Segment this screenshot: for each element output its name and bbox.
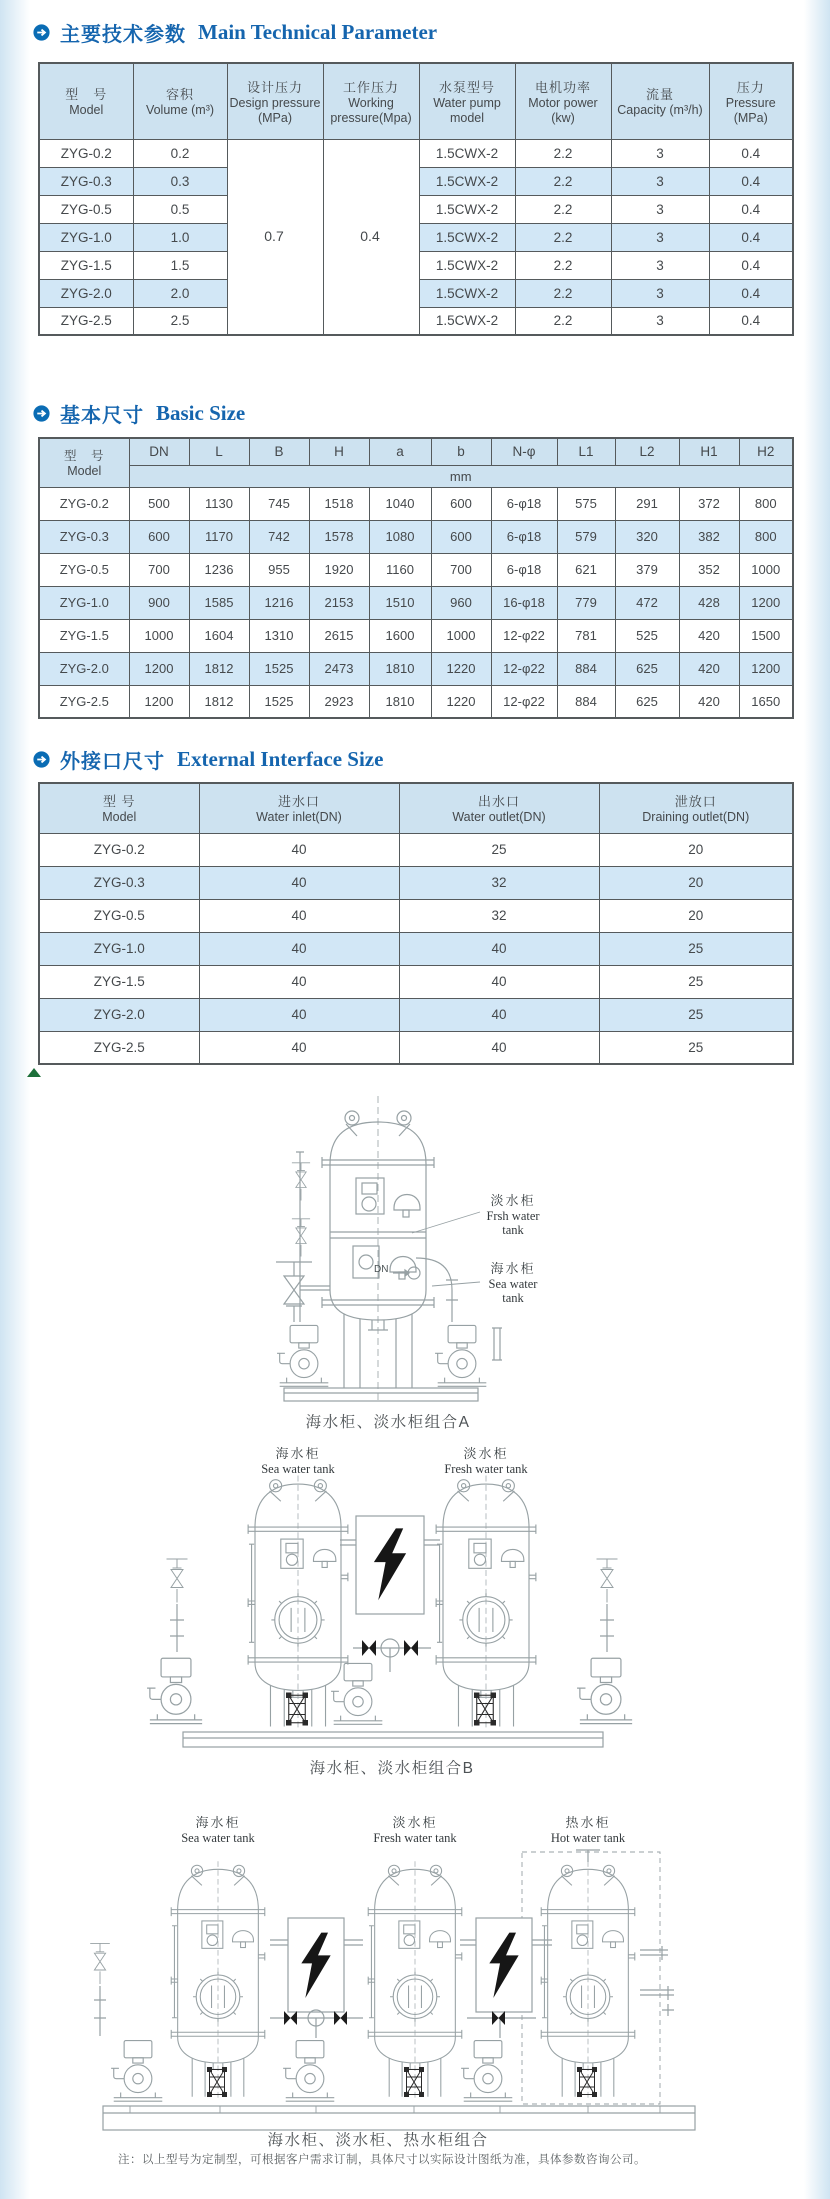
cell-h1: 382	[679, 520, 739, 553]
cell-draining-outlet: 20	[599, 866, 793, 899]
cell-model: ZYG-0.2	[39, 487, 129, 520]
table-row	[39, 998, 793, 1031]
col-header-model: 型 号 Model	[39, 438, 129, 487]
cell-dn: 900	[129, 586, 189, 619]
cell-volume: 0.3	[133, 167, 227, 195]
cell-pump-model: 1.5CWX-2	[419, 307, 515, 335]
cell-capacity: 3	[611, 167, 709, 195]
cell-dn: 500	[129, 487, 189, 520]
cell-pressure: 0.4	[709, 139, 793, 167]
cell-h: 2615	[309, 619, 369, 652]
cell-nphi: 6-φ18	[491, 520, 557, 553]
cell-water-outlet: 40	[399, 932, 599, 965]
cell-water-inlet: 40	[199, 899, 399, 932]
cell-capacity: 3	[611, 195, 709, 223]
col-header-dim: b	[431, 438, 491, 465]
cell-b2: 700	[431, 553, 491, 586]
cell-l1: 621	[557, 553, 615, 586]
col-header: 型 号 Model	[39, 783, 199, 833]
cell-model: ZYG-0.5	[39, 899, 199, 932]
cell-h2: 1200	[739, 586, 793, 619]
cell-a: 1810	[369, 685, 431, 718]
cell-h2: 1200	[739, 652, 793, 685]
cell-model: ZYG-2.0	[39, 279, 133, 307]
section-title-en: Basic Size	[156, 401, 246, 425]
drawing-c-caption: 海水柜、淡水柜、热水柜组合	[267, 2132, 489, 2149]
cell-h1: 428	[679, 586, 739, 619]
cell-a: 1080	[369, 520, 431, 553]
cell-h2: 800	[739, 520, 793, 553]
drawing-b-fresh-water-tank-label: 淡水柜 Fresh water tank	[444, 1446, 528, 1476]
cell-volume: 0.5	[133, 195, 227, 223]
cell-volume: 1.0	[133, 223, 227, 251]
col-header: 出水口 Water outlet(DN)	[399, 783, 599, 833]
table-row	[39, 965, 793, 998]
cell-pressure: 0.4	[709, 307, 793, 335]
cell-h1: 420	[679, 652, 739, 685]
table-row	[39, 520, 793, 553]
cell-water-outlet: 40	[399, 965, 599, 998]
cell-b2: 600	[431, 487, 491, 520]
col-header-dim: N-φ	[491, 438, 557, 465]
cell-draining-outlet: 25	[599, 998, 793, 1031]
drawing-c-hot-water-tank-label: 热水柜 Hot water tank	[550, 1815, 626, 1845]
cell-l1: 884	[557, 685, 615, 718]
cell-motor-power: 2.2	[515, 195, 611, 223]
col-header-dim: L2	[615, 438, 679, 465]
cell-model: ZYG-0.3	[39, 866, 199, 899]
col-header-dim: L	[189, 438, 249, 465]
table2-unit-row	[39, 465, 793, 487]
cell-water-inlet: 40	[199, 965, 399, 998]
page-corner-marker	[27, 1068, 41, 1077]
drawing-a-sea-water-tank-label: 海水柜 Sea water tank	[488, 1261, 538, 1306]
cell-water-inlet: 40	[199, 998, 399, 1031]
col-header-model: 型 号 Model	[39, 63, 133, 139]
cell-h2: 800	[739, 487, 793, 520]
cell-water-inlet: 40	[199, 1031, 399, 1064]
cell-l1: 884	[557, 652, 615, 685]
cell-pressure: 0.4	[709, 167, 793, 195]
cell-capacity: 3	[611, 251, 709, 279]
cell-b2: 600	[431, 520, 491, 553]
cell-nphi: 6-φ18	[491, 487, 557, 520]
cell-water-outlet: 32	[399, 899, 599, 932]
cell-model: ZYG-2.0	[39, 652, 129, 685]
drawing-a-dn-tag: DN	[374, 1264, 389, 1275]
main-parameter-table-wrap	[38, 62, 792, 336]
external-interface-table-wrap	[38, 782, 792, 1065]
cell-model: ZYG-1.5	[39, 965, 199, 998]
cell-dn: 1000	[129, 619, 189, 652]
cell-water-inlet: 40	[199, 932, 399, 965]
cell-h: 1578	[309, 520, 369, 553]
table-row	[39, 685, 793, 718]
cell-model: ZYG-0.3	[39, 167, 133, 195]
table-row	[39, 553, 793, 586]
cell-capacity: 3	[611, 279, 709, 307]
basic-size-table	[38, 437, 794, 719]
cell-model: ZYG-0.5	[39, 195, 133, 223]
arrow-bullet-icon	[33, 24, 50, 41]
col-header-dim: B	[249, 438, 309, 465]
cell-volume: 2.5	[133, 307, 227, 335]
cell-pump-model: 1.5CWX-2	[419, 251, 515, 279]
cell-l: 1170	[189, 520, 249, 553]
col-header-motor-power: 电机功率 Motor power (kw)	[515, 63, 611, 139]
col-header-working-pressure: 工作压力 Working pressure(Mpa)	[323, 63, 419, 139]
cell-pressure: 0.4	[709, 251, 793, 279]
cell-model: ZYG-1.5	[39, 619, 129, 652]
cell-volume: 1.5	[133, 251, 227, 279]
cell-water-outlet: 40	[399, 1031, 599, 1064]
cell-draining-outlet: 25	[599, 1031, 793, 1064]
cell-h: 2153	[309, 586, 369, 619]
cell-model: ZYG-1.0	[39, 223, 133, 251]
col-header-capacity: 流量 Capacity (m³/h)	[611, 63, 709, 139]
cell-nphi: 12-φ22	[491, 685, 557, 718]
drawing-c-fresh-water-tank-label: 淡水柜 Fresh water tank	[373, 1815, 457, 1845]
cell-nphi: 12-φ22	[491, 652, 557, 685]
cell-h1: 372	[679, 487, 739, 520]
cell-volume: 0.2	[133, 139, 227, 167]
cell-model: ZYG-0.3	[39, 520, 129, 553]
cell-h: 1518	[309, 487, 369, 520]
merged-working-pressure-value: 0.4	[360, 228, 380, 244]
cell-b: 1216	[249, 586, 309, 619]
cell-l2: 291	[615, 487, 679, 520]
table1-header-row	[39, 63, 793, 139]
cell-h: 2923	[309, 685, 369, 718]
table3-body	[39, 833, 793, 1064]
technical-drawing-combination-b	[0, 1440, 830, 1760]
cell-water-inlet: 40	[199, 833, 399, 866]
cell-a: 1040	[369, 487, 431, 520]
cell-l2: 625	[615, 652, 679, 685]
cell-pump-model: 1.5CWX-2	[419, 195, 515, 223]
cell-model: ZYG-0.2	[39, 139, 133, 167]
col-header-dim: a	[369, 438, 431, 465]
cell-model: ZYG-2.5	[39, 307, 133, 335]
cell-capacity: 3	[611, 139, 709, 167]
cell-dn: 600	[129, 520, 189, 553]
cell-model: ZYG-0.5	[39, 553, 129, 586]
cell-b: 955	[249, 553, 309, 586]
cell-l1: 779	[557, 586, 615, 619]
col-header-pump-model: 水泵型号 Water pump model	[419, 63, 515, 139]
cell-model: ZYG-0.2	[39, 833, 199, 866]
cell-volume: 2.0	[133, 279, 227, 307]
drawing-a-fresh-water-tank-label: 淡水柜 Frsh water tank	[486, 1193, 540, 1238]
cell-motor-power: 2.2	[515, 307, 611, 335]
cell-pump-model: 1.5CWX-2	[419, 223, 515, 251]
table-row	[39, 932, 793, 965]
cell-h1: 420	[679, 619, 739, 652]
section-heading-basic-size	[33, 399, 245, 428]
cell-model: ZYG-1.0	[39, 932, 199, 965]
table-row	[39, 866, 793, 899]
cell-l2: 379	[615, 553, 679, 586]
merged-design-pressure-value: 0.7	[264, 228, 284, 244]
cell-l2: 525	[615, 619, 679, 652]
external-interface-table	[38, 782, 794, 1065]
arrow-bullet-icon	[33, 751, 50, 768]
table-row	[39, 487, 793, 520]
cell-water-outlet: 25	[399, 833, 599, 866]
cell-pump-model: 1.5CWX-2	[419, 139, 515, 167]
cell-l2: 472	[615, 586, 679, 619]
cell-pressure: 0.4	[709, 223, 793, 251]
technical-drawing-combination-c	[0, 1808, 830, 2148]
col-header-dim: DN	[129, 438, 189, 465]
cell-motor-power: 2.2	[515, 223, 611, 251]
basic-size-table-wrap	[38, 437, 792, 719]
cell-b2: 1220	[431, 685, 491, 718]
table2-header-row	[39, 438, 793, 465]
cell-nphi: 12-φ22	[491, 619, 557, 652]
cell-draining-outlet: 20	[599, 899, 793, 932]
cell-model: ZYG-1.0	[39, 586, 129, 619]
col-header: 进水口 Water inlet(DN)	[199, 783, 399, 833]
drawing-a-caption: 海水柜、淡水柜组合A	[305, 1414, 471, 1431]
cell-l2: 625	[615, 685, 679, 718]
cell-b2: 1220	[431, 652, 491, 685]
cell-model: ZYG-1.5	[39, 251, 133, 279]
section-title-zh: 主要技术参数	[60, 24, 186, 46]
cell-h2: 1000	[739, 553, 793, 586]
cell-a: 1510	[369, 586, 431, 619]
cell-b: 1525	[249, 652, 309, 685]
cell-b: 745	[249, 487, 309, 520]
cell-h1: 420	[679, 685, 739, 718]
cell-water-outlet: 40	[399, 998, 599, 1031]
col-header-volume: 容积 Volume (m³)	[133, 63, 227, 139]
cell-h: 1920	[309, 553, 369, 586]
cell-pressure: 0.4	[709, 195, 793, 223]
cell-a: 1600	[369, 619, 431, 652]
cell-h1: 352	[679, 553, 739, 586]
section-heading-main	[33, 18, 437, 47]
col-header-dim: H2	[739, 438, 793, 465]
cell-nphi: 16-φ18	[491, 586, 557, 619]
cell-pressure: 0.4	[709, 279, 793, 307]
col-header-dim: L1	[557, 438, 615, 465]
cell-l: 1604	[189, 619, 249, 652]
cell-b: 1525	[249, 685, 309, 718]
table3-header-row	[39, 783, 793, 833]
technical-drawing-combination-a	[0, 1085, 830, 1415]
cell-h: 2473	[309, 652, 369, 685]
cell-motor-power: 2.2	[515, 279, 611, 307]
cell-water-inlet: 40	[199, 866, 399, 899]
cell-l: 1236	[189, 553, 249, 586]
cell-dn: 1200	[129, 685, 189, 718]
cell-motor-power: 2.2	[515, 251, 611, 279]
section-title-zh: 外接口尺寸	[60, 751, 165, 773]
unit-cell: mm	[129, 465, 793, 487]
cell-l: 1812	[189, 685, 249, 718]
table-row	[39, 652, 793, 685]
cell-b: 742	[249, 520, 309, 553]
col-header-pressure: 压力 Pressure (MPa)	[709, 63, 793, 139]
cell-l2: 320	[615, 520, 679, 553]
drawing-b-sea-water-tank-label: 海水柜 Sea water tank	[261, 1446, 335, 1476]
cell-l1: 575	[557, 487, 615, 520]
col-header-design-pressure: 设计压力 Design pressure (MPa)	[227, 63, 323, 139]
cell-l1: 781	[557, 619, 615, 652]
section-title-en: Main Technical Parameter	[198, 20, 438, 44]
cell-pump-model: 1.5CWX-2	[419, 279, 515, 307]
section-heading-external-interface	[33, 745, 383, 774]
cell-capacity: 3	[611, 223, 709, 251]
cell-model: ZYG-2.5	[39, 1031, 199, 1064]
cell-a: 1810	[369, 652, 431, 685]
table-row	[39, 833, 793, 866]
cell-b2: 1000	[431, 619, 491, 652]
table-row	[39, 1031, 793, 1064]
cell-a: 1160	[369, 553, 431, 586]
col-header-dim: H	[309, 438, 369, 465]
cell-l: 1812	[189, 652, 249, 685]
cell-water-outlet: 32	[399, 866, 599, 899]
drawing-b-caption: 海水柜、淡水柜组合B	[309, 1760, 475, 1777]
col-header-dim: H1	[679, 438, 739, 465]
cell-b: 1310	[249, 619, 309, 652]
table-row	[39, 619, 793, 652]
cell-nphi: 6-φ18	[491, 553, 557, 586]
cell-draining-outlet: 25	[599, 965, 793, 998]
cell-l: 1585	[189, 586, 249, 619]
cell-l: 1130	[189, 487, 249, 520]
cell-model: ZYG-2.0	[39, 998, 199, 1031]
table2-body	[39, 487, 793, 718]
arrow-bullet-icon	[33, 405, 50, 422]
cell-dn: 1200	[129, 652, 189, 685]
custom-order-footnote: 注：以上型号为定制型，可根据客户需求订制，具体尺寸以实际设计图纸为准，具体参数咨询公司。	[118, 2154, 646, 2166]
cell-dn: 700	[129, 553, 189, 586]
cell-draining-outlet: 20	[599, 833, 793, 866]
col-header: 泄放口 Draining outlet(DN)	[599, 783, 793, 833]
cell-b2: 960	[431, 586, 491, 619]
cell-h2: 1500	[739, 619, 793, 652]
drawing-c-sea-water-tank-label: 海水柜 Sea water tank	[181, 1815, 255, 1845]
table-row	[39, 899, 793, 932]
cell-pump-model: 1.5CWX-2	[419, 167, 515, 195]
cell-model: ZYG-2.5	[39, 685, 129, 718]
cell-motor-power: 2.2	[515, 167, 611, 195]
cell-capacity: 3	[611, 307, 709, 335]
cell-motor-power: 2.2	[515, 139, 611, 167]
section-title-en: External Interface Size	[177, 747, 384, 771]
cell-draining-outlet: 25	[599, 932, 793, 965]
table-row	[39, 586, 793, 619]
cell-l1: 579	[557, 520, 615, 553]
cell-h2: 1650	[739, 685, 793, 718]
section-title-zh: 基本尺寸	[60, 405, 144, 427]
